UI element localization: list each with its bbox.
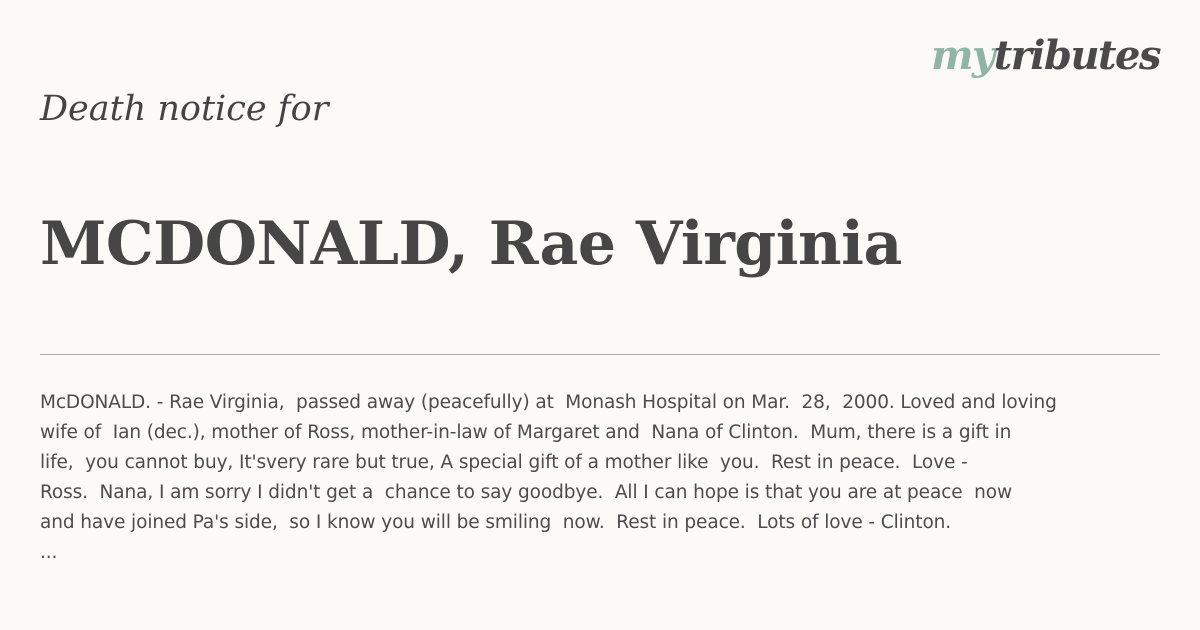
logo-prefix: my [931,32,994,79]
notice-body-line: Ross. Nana, I am sorry I didn't get a chance to say goodbye. All I can hope is that you are at peace now [40,482,1012,503]
deceased-name: MCDONALD, Rae Virginia [40,209,902,279]
notice-body-line: wife of Ian (dec.), mother of Ross, mother-in-law of Margaret and Nana of Clinton. Mum, there is a gift in [40,422,1012,443]
notice-body-line: McDONALD. - Rae Virginia, passed away (peacefully) at Monash Hospital on Mar. 28, 2000. Loved and loving [40,392,1057,413]
notice-body-line: and have joined Pa's side, so I know you will be smiling now. Rest in peace. Lots of love - Clinton. [40,512,952,533]
truncation-ellipsis: ... [40,542,58,563]
mytributes-logo[interactable] [931,32,1160,79]
notice-body-line: life, you cannot buy, It'svery rare but true, A special gift of a mother like you. Rest in peace. Love - [40,452,968,473]
notice-body [40,388,1160,568]
logo-suffix: tributes [993,32,1160,79]
notice-label: Death notice for [40,89,329,129]
divider [40,354,1160,355]
